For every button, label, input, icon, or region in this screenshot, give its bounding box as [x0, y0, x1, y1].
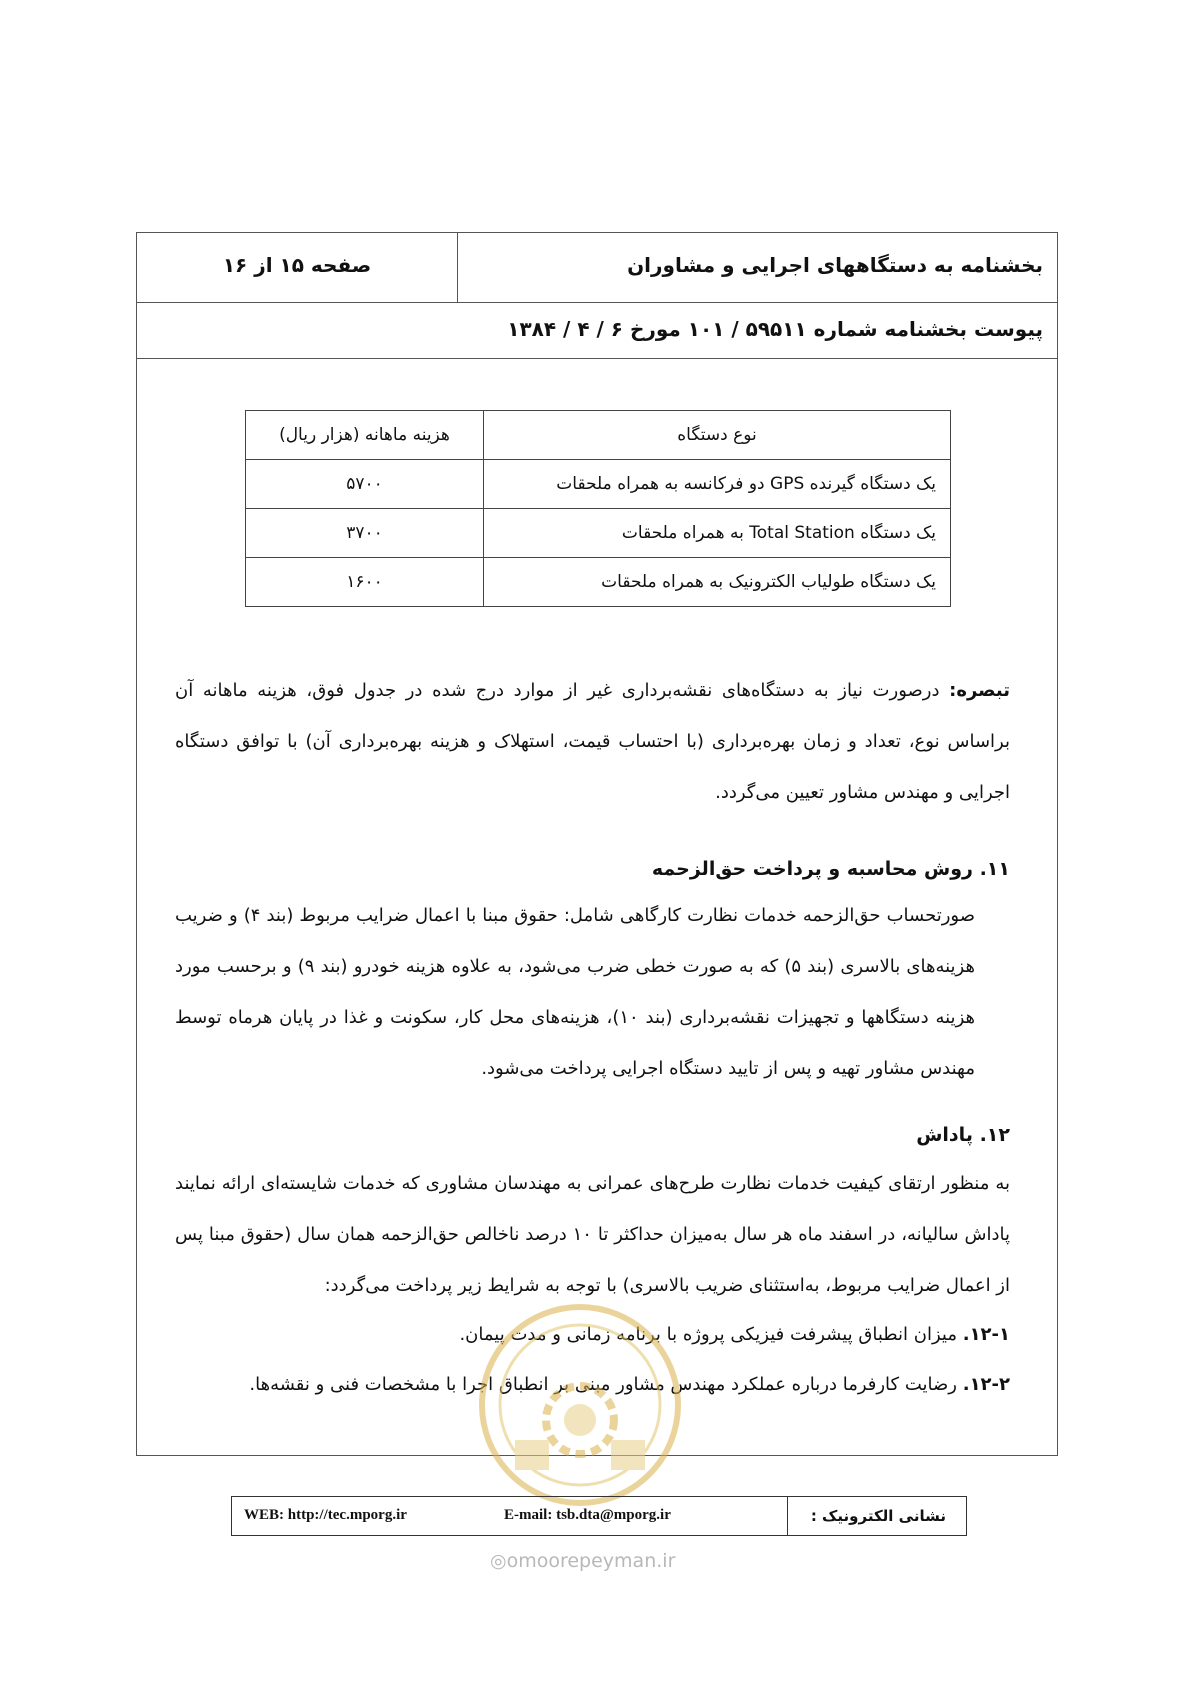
footer-web-link[interactable]: WEB: http://tec.mporg.ir [244, 1507, 407, 1523]
note-paragraph [175, 665, 1010, 818]
section-11-heading: ۱۱. روش محاسبه و پرداخت حق‌الزحمه [651, 858, 1010, 880]
table-row [246, 509, 951, 558]
watermark-text [490, 1550, 675, 1572]
watermark-site: omoorepeyman.ir [506, 1550, 676, 1572]
footer-divider [787, 1497, 788, 1535]
note-text: درصورت نیاز به دستگاه‌های نقشه‌برداری غیر از موارد درج شده در جدول فوق، هزینه ماهانه آن براساس نوع، تعداد و زمان بهره‌برداری (با احتساب قیمت، استهلاک و هزینه بهره‌برداری آن) با توافق دستگاه اجرایی و مهندس مشاور تعیین می‌گردد. [175, 680, 1010, 803]
table-cell-device: یک دستگاه گیرنده GPS دو فرکانسه به همراه ملحقات [484, 460, 951, 509]
list-item-number: ۱۲-۱. [962, 1324, 1010, 1345]
watermark-stamp-icon [475, 1300, 685, 1510]
table-header-cost: هزینه ماهانه (هزار ریال) [246, 411, 484, 460]
note-label: تبصره: [949, 680, 1010, 701]
footer-email-link[interactable]: E-mail: tsb.dta@mporg.ir [504, 1507, 671, 1523]
header-subrow [137, 303, 1057, 359]
table-cell-cost: ۳۷۰۰ [246, 509, 484, 558]
page-number: صفحه ۱۵ از ۱۶ [222, 253, 372, 277]
table-row [246, 460, 951, 509]
table-row [246, 558, 951, 607]
table-cell-cost: ۵۷۰۰ [246, 460, 484, 509]
table-cell-cost: ۱۶۰۰ [246, 558, 484, 607]
circular-reference: پیوست بخشنامه شماره ۵۹۵۱۱ / ۱۰۱ مورخ ۶ / ۴ / ۱۳۸۴ [507, 317, 1043, 341]
table-cell-device: یک دستگاه Total Station به همراه ملحقات [484, 509, 951, 558]
list-item-text: میزان انطباق پیشرفت فیزیکی پروژه با برنامه زمانی و مدت پیمان. [459, 1324, 963, 1345]
list-item-text: رضایت کارفرما درباره عملکرد مهندس مشاور مبنی بر انطباق اجرا با مشخصات فنی و نقشه‌ها. [249, 1374, 963, 1395]
header-row [137, 233, 1057, 303]
section-12-heading: ۱۲. پاداش [916, 1124, 1010, 1146]
table-cell-device: یک دستگاه طولیاب الکترونیک به همراه ملحقات [484, 558, 951, 607]
watermark-logo-icon: ◎ [490, 1550, 507, 1572]
equipment-cost-table [245, 410, 951, 607]
list-item-number: ۱۲-۲. [962, 1374, 1010, 1395]
header-divider [457, 233, 458, 303]
footer-contact-box [231, 1496, 967, 1536]
table-header-device: نوع دستگاه [484, 411, 951, 460]
table-header-row [246, 411, 951, 460]
footer-label: نشانی الکترونیک : [810, 1507, 946, 1525]
section-12-paragraph: به منظور ارتقای کیفیت خدمات نظارت طرح‌های عمرانی به مهندسان مشاوری که خدمات شایسته‌ای ارائه نمایند پاداش سالیانه، در اسفند ماه هر سال به‌میزان حداکثر تا ۱۰ درصد ناخالص حق‌الزحمه همان سال (حقوق مبنا پس از اعمال ضرایب مربوط، به‌استثنای ضریب بالاسری) با توجه به شرایط زیر پرداخت می‌گردد: [175, 1173, 1010, 1296]
section-11-paragraph: صورتحساب حق‌الزحمه خدمات نظارت کارگاهی شامل: حقوق مبنا با اعمال ضرایب مربوط (بند ۴) و ضریب هزینه‌های بالاسری (بند ۵) که به صورت خطی ضرب می‌شود، به علاوه هزینه خودرو (بند ۹) و برحسب مورد هزینه دستگاهها و تجهیزات نقشه‌برداری (بند ۱۰)، هزینه‌های محل کار، سکونت و غذا در پایان هرماه توسط مهندس مشاور تهیه و پس از تایید دستگاه اجرایی پرداخت می‌شود. [175, 905, 976, 1079]
document-title: بخشنامه به دستگاههای اجرایی و مشاوران [627, 253, 1043, 277]
